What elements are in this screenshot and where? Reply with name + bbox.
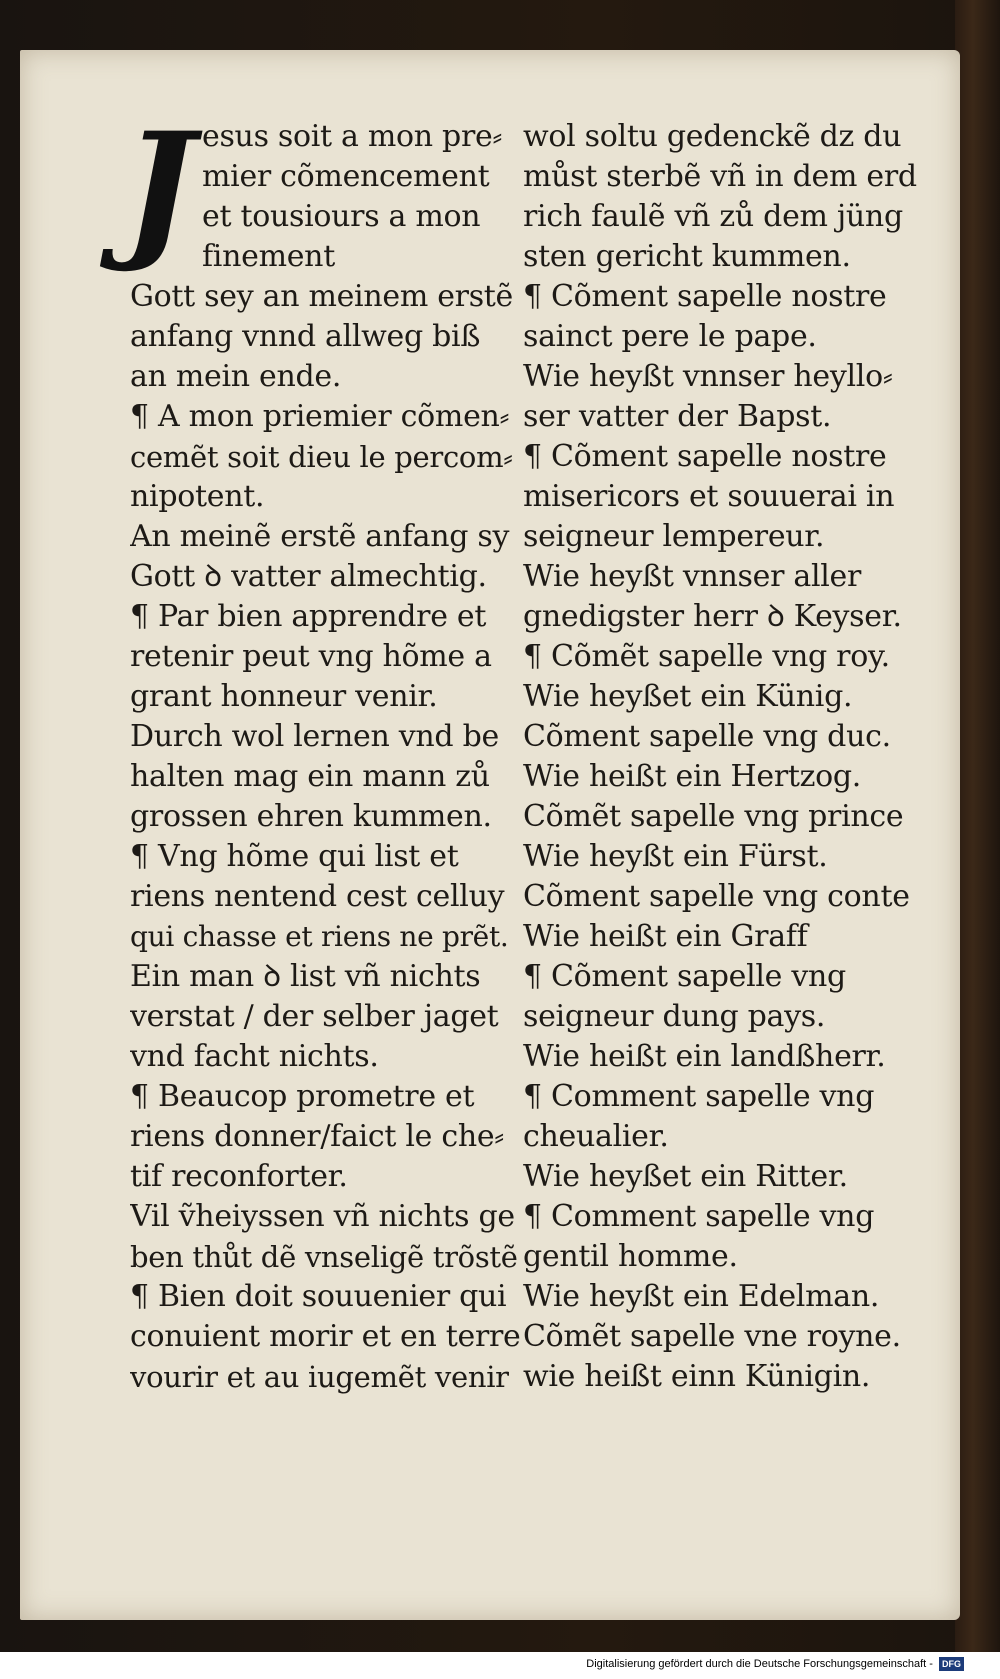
text-line: wie heißt einn Künigin. — [523, 1359, 871, 1394]
text-line: vourir et au iugemẽt venir — [130, 1360, 509, 1394]
text-line: ¶ Comment sapelle vng — [523, 1199, 875, 1234]
text-line: Wie heyßet ein Künig. — [523, 679, 853, 714]
text-line: finement — [202, 239, 335, 274]
text-line: Wie heißt ein landßherr. — [523, 1039, 886, 1074]
text-line: Wie heyßt vnnser aller — [523, 559, 862, 594]
text-line: ¶ Cõment sapelle vng — [523, 959, 846, 994]
text-line: grossen ehren kummen. — [130, 799, 492, 834]
text-line: sten gericht kummen. — [523, 239, 851, 274]
text-line: vnd facht nichts. — [130, 1039, 379, 1074]
decorated-initial-letter: J — [123, 100, 195, 276]
text-line: Wie heyßt ein Edelman. — [523, 1279, 880, 1314]
text-line: Vil ṽheiyssen vñ nichts ge — [130, 1199, 515, 1234]
text-line: halten mag ein mann zů — [130, 759, 490, 794]
text-line: an mein ende. — [130, 359, 342, 394]
text-line: An meinẽ erstẽ anfang sy — [130, 519, 510, 554]
text-line: ser vatter der Bapst. — [523, 399, 832, 434]
text-line: Gott sey an meinem erstẽ — [130, 279, 514, 314]
footer-credit — [586, 1654, 964, 1674]
text-line: gentil homme. — [523, 1239, 738, 1274]
text-line: Gott ꝺ vatter almechtig. — [130, 559, 487, 594]
text-line: sainct pere le pape. — [523, 319, 817, 354]
text-line: verstat / der selber jaget — [130, 999, 499, 1034]
text-line: Cõmẽt sapelle vng prince — [523, 799, 904, 834]
text-line: mier cõmencement — [202, 159, 490, 194]
text-line: ¶ Beaucop prometre et — [130, 1079, 475, 1114]
text-line: Wie heißt ein Hertzog. — [523, 759, 862, 794]
text-line: misericors et souuerai in — [523, 479, 895, 514]
right-text-column — [523, 117, 933, 1397]
text-line: ¶ Cõment sapelle nostre — [523, 439, 887, 474]
text-line: rich faulẽ vñ zů dem jüng — [523, 199, 903, 234]
text-line: wol soltu gedenckẽ dz du — [523, 119, 902, 154]
text-line: Ein man ꝺ list vñ nichts — [130, 959, 481, 994]
text-line: Wie heißt ein Graff — [523, 919, 808, 954]
text-line: Cõmẽt sapelle vne royne. — [523, 1319, 901, 1354]
text-line: můst sterbẽ vñ in dem erd — [523, 159, 917, 194]
text-line: cheualier. — [523, 1119, 669, 1154]
text-line: riens donner/faict le che⸗ — [130, 1119, 504, 1154]
text-line: seigneur lempereur. — [523, 519, 825, 554]
text-line: Wie heyßt ein Fürst. — [523, 839, 828, 874]
text-line: nipotent. — [130, 479, 265, 514]
text-line: qui chasse et riens ne prẽt. — [130, 920, 509, 953]
text-line: retenir peut vng hõme a — [130, 639, 492, 674]
text-line: Wie heyßet ein Ritter. — [523, 1159, 848, 1194]
text-line: cemẽt soit dieu le percom⸗ — [130, 440, 513, 474]
text-line: ben thůt dẽ vnseligẽ trõstẽ — [130, 1240, 518, 1274]
book-board-edge — [955, 0, 1000, 1652]
text-line: ¶ Cõmẽt sapelle vng roy. — [523, 639, 890, 674]
text-line: grant honneur venir. — [130, 679, 438, 714]
text-line: ¶ Par bien apprendre et — [130, 599, 487, 634]
text-line: ¶ Vng hõme qui list et — [130, 839, 459, 874]
text-line: et tousiours a mon — [202, 199, 481, 234]
text-line: ¶ Bien doit souuenier qui — [130, 1279, 507, 1314]
text-line: Wie heyßt vnnser heyllo⸗ — [523, 359, 893, 394]
text-line: ¶ Cõment sapelle nostre — [523, 279, 887, 314]
text-line: tif reconforter. — [130, 1159, 348, 1194]
text-line: seigneur dung pays. — [523, 999, 826, 1034]
dfg-logo: DFG — [939, 1657, 964, 1671]
text-line: ¶ A mon priemier cõmen⸗ — [130, 399, 510, 434]
text-line: riens nentend cest celluy — [130, 879, 505, 914]
text-line: anfang vnnd allweg biß — [130, 319, 481, 354]
text-line: Durch wol lernen vnd be — [130, 719, 499, 754]
text-line: Cõment sapelle vng duc. — [523, 719, 891, 754]
text-line: conuient morir et en terre — [130, 1319, 520, 1354]
text-line: ¶ Comment sapelle vng — [523, 1079, 875, 1114]
left-text-column — [130, 117, 520, 1397]
footer-credit-text: Digitalisierung gefördert durch die Deutsche Forschungsgemeinschaft - — [586, 1658, 933, 1670]
text-line: Cõment sapelle vng conte — [523, 879, 910, 914]
text-line: esus soit a mon pre⸗ — [202, 119, 503, 154]
text-line: gnedigster herr ꝺ Keyser. — [523, 599, 902, 634]
